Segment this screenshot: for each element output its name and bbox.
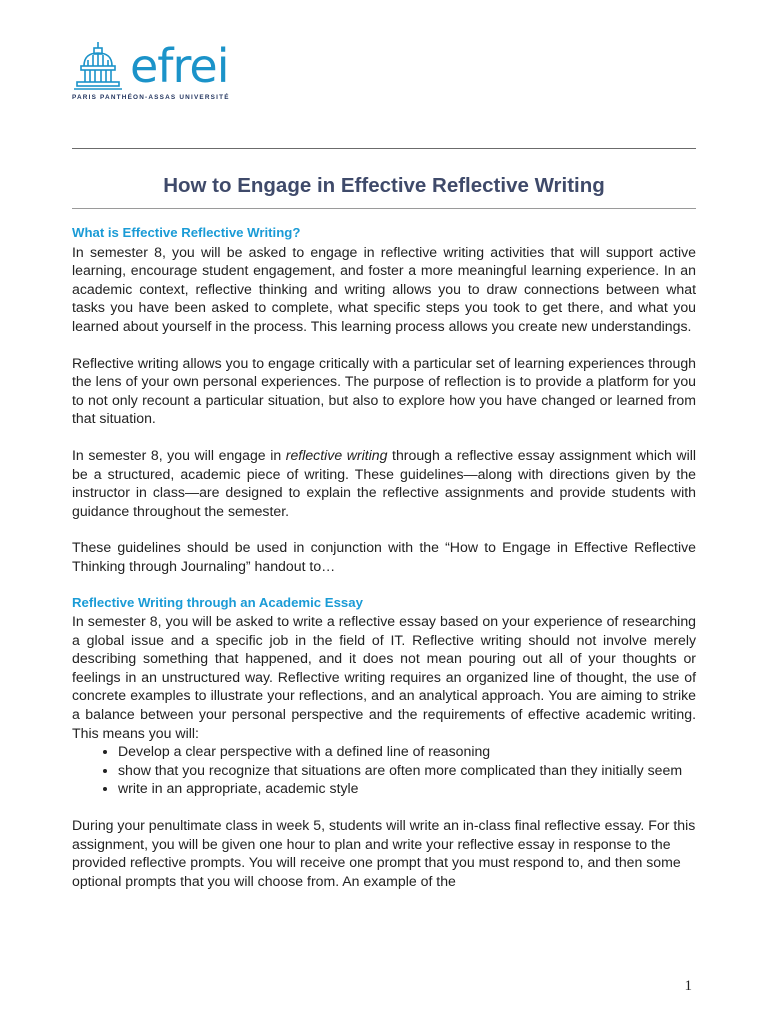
page-title: How to Engage in Effective Reflective Writing [163,174,605,197]
title-divider [72,208,696,209]
efrei-logo [72,38,272,108]
header-divider [72,148,696,149]
page-number: 1 [684,978,692,994]
paragraph-text: through a reflective essay assignment which will be a structured, academic piece of writing. These guidelines—along with directions given by the instructor in class—are designed to explain the reflective assignments and provide students with guidance throughout the semester. [72,446,696,519]
section-heading: Reflective Writing through an Academic Essay [72,594,363,610]
paragraph: These guidelines should be used in conjunction with the “How to Engage in Effective Reflective Thinking through Journaling” handout to… [72,539,696,574]
paragraph: In semester 8, you will be asked to engage in reflective writing activities that will support active learning, encourage student engagement, and foster a more meaningful learning experience. In an academic context, reflective thinking and writing allows you to draw connections between what tasks you have been asked to complete, what specific steps you took to get there, and what you learned about yourself in the process. This learning process allows you create new understandings. [72,243,696,334]
paragraph: During your penultimate class in week 5, students will write an in-class final reflective essay. For this assignment, you will be given one hour to plan and write your reflective essay in response to the provided reflective prompts. You will receive one prompt that you must respond to, and then some optional prompts that you will choose from. An example of the [72,817,696,889]
paragraph [72,446,696,520]
section-heading: What is Effective Reflective Writing? [72,225,301,240]
paragraph: Reflective writing allows you to engage critically with a particular set of learning experiences through the lens of your own personal experiences. The purpose of reflection is to provide a platform for you to not only recount a particular situation, but also to explore how you have changed or learned from that situation. [72,354,696,427]
emphasis-text: reflective writing [285,446,388,463]
list-item: • write in an appropriate, academic style [118,779,696,798]
list-item: • show that you recognize that situations are often more complicated than they initially seem [118,761,696,780]
document-body [72,224,696,890]
bullet-list [72,742,696,798]
logo-subtitle: PARIS PANTHÉON-ASSAS UNIVERSITÉ [72,94,230,101]
paragraph-text: In semester 8, you will engage in [72,446,286,463]
paragraph: In semester 8, you will be asked to write a reflective essay based on your experience of researching a global issue and a specific job in the field of IT. Reflective writing should not involve merely describing something that happened, and it does not mean pouring out all of your thoughts or feelings in an unstructured way. Reflective writing requires an organized line of thought, the use of concrete examples to illustrate your reflections, and an analytical approach. You are aiming to strike a balance between your personal perspective and the requirements of effective academic writing. This means you will: [72,613,696,741]
logo-wordmark: efrei [130,39,229,93]
dome-building-icon [72,40,124,92]
list-item: • Develop a clear perspective with a defined line of reasoning [118,742,696,761]
